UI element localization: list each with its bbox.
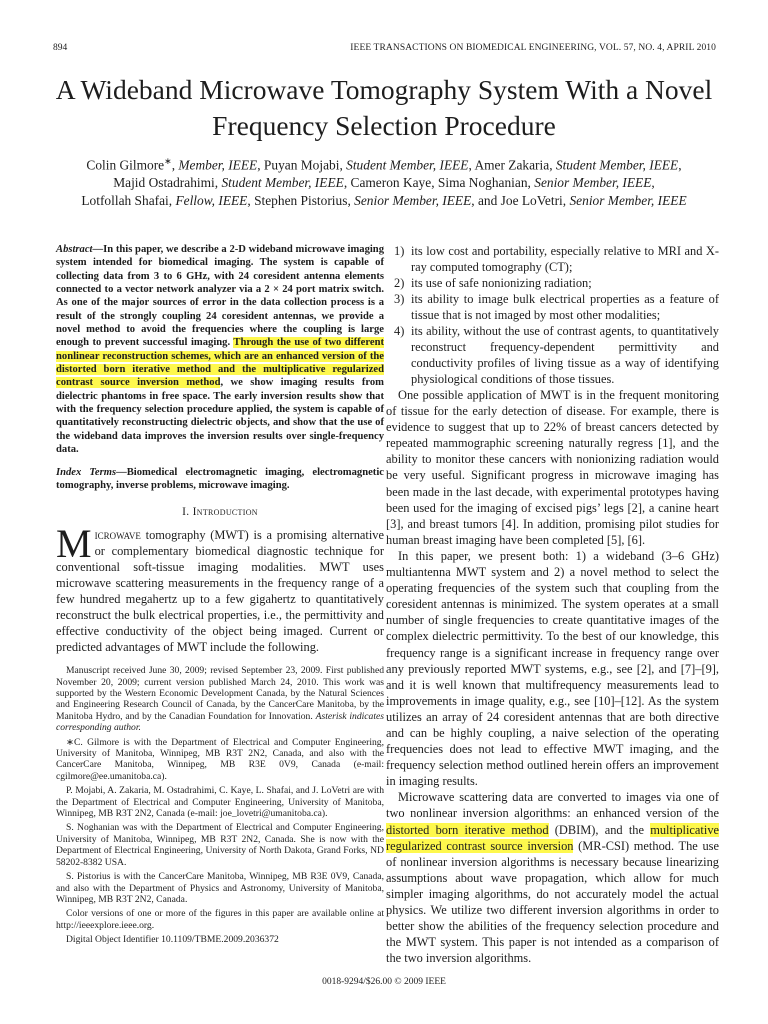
index-terms-lead: Index Terms <box>56 466 117 478</box>
section-numeral: I. <box>182 506 190 519</box>
list-text: its low cost and portability, especially relative to MRI and X-ray computed tomography (CT); <box>411 244 719 274</box>
author-role: Student Member, IEEE <box>555 157 679 173</box>
highlight-dbim: distorted born iterative method <box>386 822 549 837</box>
footnotes <box>56 665 384 945</box>
list-number: 3) <box>394 292 405 306</box>
author-role: Student Member, IEEE <box>221 175 344 191</box>
intro-first-word: icrowave <box>94 528 141 543</box>
intro-text: tomography (MWT) is a promising alternative or complementary biomedical diagnostic technique for conventional soft-tissue imaging modalities. MWT uses microwave scattering measurements in the frequency range of a few hundred megahertz up to a few gigahertz to quantitatively reconstruct the bulk electrical properties, i.e., the permittivity and effective conductivity of the object being imaged. Current or predicted advantages of MWT include the following. <box>56 528 384 655</box>
drop-cap: M <box>56 521 92 567</box>
author-name: Stephen Pistorius <box>254 193 348 209</box>
list-item <box>386 243 719 275</box>
author-name: Sima Noghanian <box>437 175 528 191</box>
footnote-noghanian: S. Noghanian was with the Department of Electrical and Computer Engineering, University of Manitoba, Winnipeg, MB R3T 2N2, Canada. She is now with the Department of Electrical Engineering, University of North Dakota, Grand Forks, ND 58202-8382 USA. <box>56 822 384 868</box>
list-number: 2) <box>394 276 405 290</box>
inversion-text-c: (MR-CSI) method. The use of nonlinear inversion algorithms is necessary because linearizing assumptions about wave propagation, which allow for much simpler imaging algorithms, do not accurately model the actual physics. We utilize two different inversion algorithms in order to better show the abilities of the frequency selection procedure and the MWT system. This paper is not intended as a comparison of the two inversion algorithms. <box>386 838 719 966</box>
paper-title: A Wideband Microwave Tomography System With a Novel Frequency Selection Procedure <box>55 74 713 141</box>
list-item <box>386 275 719 291</box>
footnote-doi: Digital Object Identifier 10.1109/TBME.2009.2036372 <box>66 934 279 946</box>
author-role: Senior Member, IEEE <box>354 193 472 209</box>
index-terms-text: —Biomedical electromagnetic imaging, electromagnetic tomography, inverse problems, microwave imaging. <box>56 466 384 491</box>
author-list: Colin Gilmore∗, Member, IEEE, Puyan Mojabi, Student Member, IEEE, Amer Zakaria, Student Member, IEEE, Majid Ostadrahimi, Student Member, IEEE, Cameron Kaye, Sima Noghanian, Senior Member, IEEE, Lotfollah Shafai, Fellow, IEEE, Stephen Pistorius, Senior Member, IEEE, and Joe LoVetri, Senior Member, IEEE <box>81 156 687 209</box>
section-heading <box>56 506 384 518</box>
list-number: 1) <box>394 244 405 258</box>
footnote-color: Color versions of one or more of the figures in this paper are available online at http://ieeexplore.ieee.org. <box>56 908 384 931</box>
paragraph-present: In this paper, we present both: 1) a wideband (3–6 GHz) multiantenna MWT system and 2) a novel method to select the operating frequencies of the system such that coupling from the coresident antennas is minimized. The system operates at a small number of single frequencies to create quantitative images of the complex dielectric permittivity. To the best of our knowledge, this frequency range is a significant increase in frequency range over any previously reported MWT systems, e.g., see [2], and [7]–[9], and it is well known that multifrequency measurements lead to improvements in image quality, e.g., see [10]–[12]. As the system utilizes an array of 24 coresident antennas that are both directive and can be highly coupling, a naive selection of the operating frequencies does not lead to effective MWT imaging, and the frequency selection method outlined herein offers an improvement in imaging results. <box>386 548 719 789</box>
footnote-pistorius: S. Pistorius is with the CancerCare Manitoba, Winnipeg, MB R3E 0V9, Canada, and also with the Department of Physics and Astronomy, University of Manitoba, Winnipeg, MB R3T 2N2, Canada. <box>56 871 384 905</box>
highlight-mrcsi: multiplicative regularized contrast source inversion <box>386 822 720 853</box>
abstract-highlight: Through the use of two different nonlinear reconstruction schemes, which are an enhanced version of the distorted born iterative method and the multiplicative regularized contrast source inversion method <box>56 337 384 389</box>
author-role: Senior Member, IEEE <box>569 193 687 209</box>
inversion-text-a: Microwave scattering data are converted to images via one of two nonlinear inversion algorithms: an enhanced version of the <box>386 790 719 821</box>
footnote-received-text: Manuscript received June 30, 2009; revised September 23, 2009. First published November 20, 2009; current version published March 24, 2010. This work was supported by the Western Economic Development Canada, by the Natural Sciences and Engineering Research Council of Canada, by the CancerCare Manitoba, by the Manitoba Hydro, and by the Canadian Foundation for Innovation. <box>56 665 384 722</box>
footnote-received <box>56 665 384 733</box>
abstract-lead: Abstract <box>56 244 93 255</box>
left-column <box>56 243 384 949</box>
footnote-asterisk-note: Asterisk indicates corresponding author. <box>56 710 384 734</box>
author-name: Joe LoVetri <box>500 193 563 209</box>
intro-paragraph <box>56 521 384 655</box>
author-mark: ∗ <box>164 156 172 166</box>
footnote-gilmore: ∗C. Gilmore is with the Department of Electrical and Computer Engineering, University of Manitoba, Winnipeg, MB R3T 2N2, Canada, and also with the CancerCare Manitoba, Winnipeg, MB R3E 0V9, Canada (e-mail: cgilmore@ee.umanitoba.ca). <box>56 736 384 782</box>
page-number: 894 <box>53 43 68 53</box>
section-title: Introduction <box>192 506 258 519</box>
paragraph-application: One possible application of MWT is in the frequent monitoring of tissue for the early detection of disease. For example, there is evidence to suggest that up to 22% of breast cancers detected by repeated mammographic screening naturally regress [1], and the ability to monitor these cancers with nonionizing radiation would be very useful. Significant progress in microwave imaging has been made in the last decade, with experimental prototypes having been used for the imaging of excised pigs’ legs [2], a canine heart [3], and breast tumors [4]. In addition, promising pilot studies for human breast imaging have been completed [5], [6]. <box>386 388 719 547</box>
author-role: Student Member, IEEE <box>346 157 469 173</box>
list-text: its use of safe nonionizing radiation; <box>411 276 592 290</box>
abstract-text-2: , we show imaging results from dielectric phantoms in free space. The early inversion results show that with the frequency selection procedure applied, the system is capable of quantitatively reconstructing dielectric objects, and show that the use of the wideband data improves the inversion results over single-frequency data. <box>56 377 384 456</box>
list-item <box>386 291 719 323</box>
copyright-footer: 0018-9294/$26.00 © 2009 IEEE <box>322 977 446 987</box>
footnote-mojabi: P. Mojabi, A. Zakaria, M. Ostadrahimi, C. Kaye, L. Shafai, and J. LoVetri are with the Department of Electrical and Computer Engineering, University of Manitoba, Winnipeg, MB R3T 2N2, Canada (e-mail: joe_lovetri@umanitoba.ca). <box>56 785 384 820</box>
advantages-list <box>386 243 719 387</box>
paragraph-inversion <box>386 789 719 966</box>
right-column <box>386 243 719 966</box>
inversion-text-b: (DBIM), and the <box>548 822 651 837</box>
author-name: Amer Zakaria <box>474 157 550 173</box>
abstract-text-1: —In this paper, we describe a 2-D wideband microwave imaging system intended for biomedical imaging. The system is capable of collecting data from 3 to 6 GHz, with 24 coresident antenna elements connected to a vector network analyzer via a 2 × 24 port matrix switch. As one of the major sources of error in the data collection process is a result of the strongly coupling 24 coresident antennas, we provide a novel method to avoid the frequencies where the coupling is large enough to prevent successful imaging. <box>56 244 384 349</box>
author-role: Member, IEEE <box>178 157 258 173</box>
author-name: Cameron Kaye <box>350 175 432 191</box>
author-role: Fellow, IEEE <box>175 193 248 209</box>
author-role: Senior Member, IEEE <box>534 175 652 191</box>
abstract <box>56 243 384 457</box>
journal-header: IEEE TRANSACTIONS ON BIOMEDICAL ENGINEERING, VOL. 57, NO. 4, APRIL 2010 <box>350 43 716 53</box>
list-item <box>386 323 719 387</box>
author-name: Puyan Mojabi <box>263 157 340 173</box>
list-text: its ability to image bulk electrical properties as a feature of tissue that is not imaged by most other modalities; <box>411 292 719 322</box>
list-number: 4) <box>394 324 405 338</box>
author-name: Majid Ostadrahimi <box>113 175 215 191</box>
author-name: Lotfollah Shafai <box>81 193 169 209</box>
list-text: its ability, without the use of contrast agents, to quantitatively reconstruct frequency-dependent permittivity and conductivity profiles of living tissue as a way of identifying physiological conditions of those tissues. <box>411 324 719 386</box>
author-name: Colin Gilmore <box>86 157 165 173</box>
index-terms <box>56 466 384 493</box>
